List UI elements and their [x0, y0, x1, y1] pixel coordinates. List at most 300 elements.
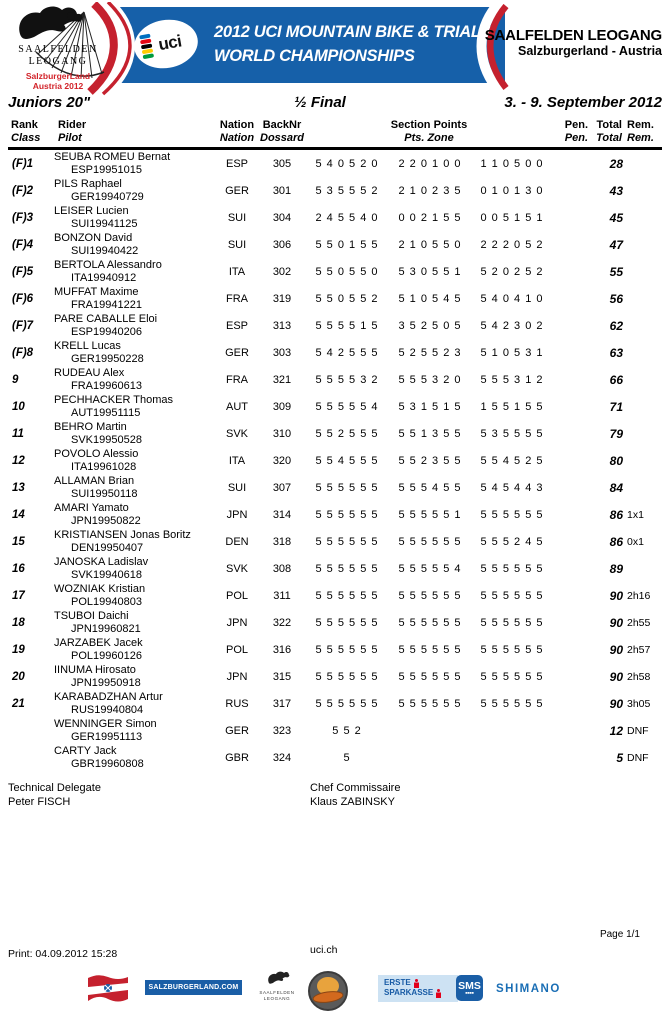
- rem-cell: 2h58: [627, 670, 651, 683]
- rider-name: IINUMA Hirosato: [54, 664, 136, 676]
- nation-cell: JPN: [226, 508, 248, 521]
- backnr-cell: 316: [272, 643, 292, 656]
- rank-cell: 21: [12, 697, 25, 710]
- rem-cell: 2h55: [627, 616, 651, 629]
- rider-uci-code: DEN19950407: [71, 541, 144, 554]
- rider-cell: [54, 718, 214, 743]
- backnr-cell: 307: [272, 481, 292, 494]
- table-row: [8, 690, 662, 717]
- rider-uci-code: GER19950228: [71, 352, 144, 365]
- sparkasse-label: SPARKASSE: [384, 988, 434, 997]
- section-points-2: 5 5 5 5 5 4: [398, 562, 462, 575]
- section-points-2: 5 3 1 5 1 5: [398, 400, 462, 413]
- rem-cell: 3h05: [627, 697, 651, 710]
- rider-uci-code: SVK19940618: [71, 568, 142, 581]
- section-points-2: 5 5 5 5 5 5: [398, 535, 462, 548]
- table-row: [8, 501, 662, 528]
- chef-commissaire-name: Klaus ZABINSKY: [310, 796, 395, 808]
- rider-name: LEISER Lucien: [54, 205, 129, 217]
- table-row: [8, 555, 662, 582]
- rider-uci-code: FRA19960613: [71, 379, 142, 392]
- table-row: [8, 366, 662, 393]
- section-points-1: 5 5 0 5 5 0: [315, 265, 379, 278]
- rider-name: KRELL Lucas: [54, 340, 121, 352]
- table-row: [8, 528, 662, 555]
- rank-cell: (F)1: [12, 157, 34, 170]
- rider-uci-code: GER19940729: [71, 190, 144, 203]
- rank-cell: (F)3: [12, 211, 34, 224]
- nation-cell: AUT: [226, 400, 248, 413]
- total-cell: 47: [609, 237, 623, 252]
- backnr-cell: 314: [272, 508, 292, 521]
- section-points-1: 5 5 5 5 1 5: [315, 319, 379, 332]
- banner-title-line1: 2012 UCI MOUNTAIN BIKE & TRIALS: [214, 23, 492, 41]
- sms-sublabel: ■■■■: [465, 991, 474, 995]
- rank-cell: 14: [12, 508, 25, 521]
- nation-cell: ITA: [228, 454, 246, 467]
- backnr-cell: 305: [272, 157, 292, 170]
- backnr-cell: 323: [272, 724, 292, 737]
- table-header: [8, 119, 662, 150]
- austria-flag-logo: [85, 972, 131, 1006]
- section-points-3: 5 2 0 2 5 2: [480, 265, 544, 278]
- rider-uci-code: ITA19961028: [71, 460, 137, 473]
- location-line2: Salzburgerland - Austria: [517, 44, 662, 58]
- section-points-1: 5 5 5 5 3 2: [315, 373, 379, 386]
- rider-uci-code: POL19960126: [71, 649, 142, 662]
- nation-cell: POL: [225, 589, 248, 602]
- section-points-3: 1 5 5 1 5 5: [480, 400, 544, 413]
- total-cell: 55: [609, 264, 623, 279]
- section-points-1: 5 5 5 5 5 5: [315, 697, 379, 710]
- section-points-2: 5 5 1 3 5 5: [398, 427, 462, 440]
- nation-cell: FRA: [226, 292, 248, 305]
- rider-name: ALLAMAN Brian: [54, 475, 135, 487]
- rider-uci-code: POL19940803: [71, 595, 142, 608]
- total-cell: 89: [609, 561, 623, 576]
- table-row: [8, 204, 662, 231]
- table-row: [8, 663, 662, 690]
- rider-uci-code: JPN19950918: [71, 676, 141, 689]
- rider-name: SEUBA ROMEU Bernat: [54, 151, 171, 163]
- section-points-2: 5 3 0 5 5 1: [398, 265, 462, 278]
- section-points-2: 5 1 0 5 4 5: [398, 292, 462, 305]
- rank-cell: (F)8: [12, 346, 34, 359]
- total-cell: 45: [609, 210, 623, 225]
- table-row: [8, 285, 662, 312]
- title-row: [0, 94, 670, 112]
- total-cell: 62: [609, 318, 623, 333]
- section-points-3: 5 5 5 5 5 5: [480, 697, 544, 710]
- total-cell: 90: [609, 588, 623, 603]
- backnr-cell: 306: [272, 238, 292, 251]
- rank-cell: (F)6: [12, 292, 34, 305]
- print-timestamp: Print: 04.09.2012 15:28: [8, 948, 118, 960]
- saalfelden-logo-line1: SAALFELDEN: [18, 44, 98, 55]
- rider-name: CARTY Jack: [54, 745, 117, 757]
- table-row: [8, 582, 662, 609]
- nation-cell: GER: [225, 724, 249, 737]
- backnr-cell: 304: [272, 211, 292, 224]
- nation-cell: GER: [225, 346, 249, 359]
- nation-cell: ESP: [225, 319, 248, 332]
- section-points-1: 5 5 0 1 5 5: [315, 238, 379, 251]
- rider-cell: [54, 637, 214, 662]
- rider-cell: [54, 205, 214, 230]
- page-number: Page 1/1: [599, 929, 640, 940]
- total-cell: 90: [609, 696, 623, 711]
- nation-cell: SVK: [225, 427, 248, 440]
- section-points-1: 5 5 5 5 5 4: [315, 400, 379, 413]
- section-points-2: 2 1 0 2 3 5: [398, 184, 462, 197]
- section-points-3: 2 2 2 0 5 2: [480, 238, 544, 251]
- technical-delegate-name: Peter FISCH: [8, 796, 71, 808]
- lion-icon: [264, 970, 290, 990]
- rider-cell: [54, 178, 214, 203]
- section-points-2: 5 5 5 3 2 0: [398, 373, 462, 386]
- rank-cell: (F)7: [12, 319, 34, 332]
- section-points-1: 2 4 5 5 4 0: [315, 211, 379, 224]
- banner-title-line2: WORLD CHAMPIONSHIPS: [214, 47, 415, 65]
- saalfelden-logo-line2: LEOGANG: [28, 56, 88, 67]
- rider-name: BERTOLA Alessandro: [54, 259, 162, 271]
- section-points-2: 5 5 5 4 5 5: [398, 481, 462, 494]
- results-table: [8, 119, 662, 771]
- technical-delegate: [8, 781, 101, 809]
- section-points-2: 5 2 5 5 2 3: [398, 346, 462, 359]
- backnr-cell: 303: [272, 346, 292, 359]
- rem-cell: DNF: [627, 751, 649, 764]
- technical-delegate-label: Technical Delegate: [8, 782, 101, 794]
- category-title: Juniors 20": [8, 94, 91, 111]
- table-row: [8, 744, 662, 771]
- rank-cell: 13: [12, 481, 25, 494]
- sms-label: SMS: [458, 980, 481, 992]
- rank-cell: 17: [12, 589, 25, 602]
- section-points-1: 5 4 0 5 2 0: [315, 157, 379, 170]
- col-nation: Nation Nation: [219, 119, 255, 144]
- round-title: ½ Final: [294, 94, 346, 111]
- rider-cell: [54, 502, 214, 527]
- rider-uci-code: GER19951113: [71, 730, 143, 743]
- rider-name: WENNINGER Simon: [54, 718, 157, 730]
- rider-name: MUFFAT Maxime: [54, 286, 139, 298]
- section-points-1: 5 5 0 5 5 2: [315, 292, 379, 305]
- section-points-1: 5 5 5 5 5 5: [315, 562, 379, 575]
- chef-commissaire: [310, 781, 400, 809]
- backnr-cell: 318: [272, 535, 292, 548]
- rider-name: TSUBOI Daichi: [54, 610, 129, 622]
- section-points-2: 5 5 2 3 5 5: [398, 454, 462, 467]
- section-points-1: 5 5 4 5 5 5: [315, 454, 379, 467]
- col-pen: Pen. Pen.: [564, 119, 588, 144]
- rider-name: RUDEAU Alex: [54, 367, 125, 379]
- rank-cell: 18: [12, 616, 25, 629]
- col-rider: Rider Pilot: [58, 119, 87, 144]
- table-row: [8, 258, 662, 285]
- sparkasse-icon: [435, 989, 442, 998]
- section-points-3: 5 5 5 5 5 5: [480, 508, 544, 521]
- rider-name: PILS Raphael: [54, 178, 122, 190]
- section-points-3: 5 5 5 3 1 2: [480, 373, 544, 386]
- rider-uci-code: GBR19960808: [71, 757, 144, 770]
- table-row: [8, 339, 662, 366]
- section-points-3: 5 4 5 4 4 3: [480, 481, 544, 494]
- section-points-3: 5 4 2 3 0 2: [480, 319, 544, 332]
- chef-commissaire-label: Chef Commissaire: [310, 782, 401, 794]
- section-points-3: 5 5 5 5 5 5: [480, 643, 544, 656]
- backnr-cell: 311: [273, 589, 291, 602]
- section-points-3: 5 5 4 5 2 5: [480, 454, 544, 467]
- backnr-cell: 322: [272, 616, 292, 629]
- rider-uci-code: AUT19951115: [71, 406, 141, 419]
- rider-name: BONZON David: [54, 232, 133, 244]
- table-row: [8, 420, 662, 447]
- rider-uci-code: ITA19940912: [71, 271, 137, 284]
- rider-name: POVOLO Alessio: [54, 448, 139, 460]
- saalfelden-logo-sub2: Austria 2012: [32, 81, 84, 91]
- section-points-2: 0 0 2 1 5 5: [398, 211, 462, 224]
- rider-uci-code: ESP19940206: [71, 325, 142, 338]
- shimano-logo: SHIMANO: [496, 983, 561, 995]
- sms-logo: [456, 975, 483, 1001]
- total-cell: 90: [609, 669, 623, 684]
- section-points-1: 5 5 5 5 5 5: [315, 481, 379, 494]
- total-cell: 28: [609, 156, 623, 171]
- section-points-3: 5 5 5 5 5 5: [480, 616, 544, 629]
- backnr-cell: 308: [272, 562, 292, 575]
- rider-name: KARABADZHAN Artur: [54, 691, 163, 703]
- nation-cell: FRA: [226, 373, 248, 386]
- total-cell: 43: [609, 183, 623, 198]
- section-points-1: 5 5 5 5 5 5: [315, 643, 379, 656]
- backnr-cell: 310: [272, 427, 292, 440]
- backnr-cell: 319: [272, 292, 292, 305]
- section-points-2: 5 5 5 5 5 1: [398, 508, 462, 521]
- salzburgerland-logo: SALZBURGERLAND.COM: [145, 980, 242, 995]
- section-points-3: 0 1 0 1 3 0: [480, 184, 544, 197]
- location-line1: SAALFELDEN LEOGANG: [484, 27, 662, 44]
- col-rem: Rem. Rem.: [627, 119, 654, 144]
- nation-cell: POL: [225, 643, 248, 656]
- sparkasse-icon: [413, 979, 420, 988]
- rank-cell: 10: [12, 400, 25, 413]
- table-row: [8, 717, 662, 744]
- rider-uci-code: ESP19951015: [71, 163, 142, 176]
- rider-cell: [54, 529, 214, 554]
- banner-title: [214, 20, 491, 68]
- table-row: [8, 447, 662, 474]
- section-points-3: 5 5 5 5 5 5: [480, 562, 544, 575]
- backnr-cell: 313: [272, 319, 292, 332]
- section-points-3: 5 4 0 4 1 0: [480, 292, 544, 305]
- rider-name: PECHHACKER Thomas: [54, 394, 173, 406]
- rider-uci-code: SUI19950118: [71, 487, 138, 500]
- section-points-2: 5 5 5 5 5 5: [398, 589, 462, 602]
- nation-cell: SVK: [225, 562, 248, 575]
- erste-sparkasse-logo: [378, 975, 458, 1002]
- rem-cell: 2h16: [627, 589, 651, 602]
- rider-uci-code: RUS19940804: [71, 703, 144, 716]
- section-points-3: 5 1 0 5 3 1: [480, 346, 544, 359]
- total-cell: 86: [609, 507, 623, 522]
- rider-cell: [54, 475, 214, 500]
- total-cell: 90: [609, 615, 623, 630]
- rider-cell: [54, 151, 214, 176]
- saalfelden-logo-sub1: SalzburgerLand: [25, 71, 91, 81]
- section-points-3: 5 3 5 5 5 5: [480, 427, 544, 440]
- backnr-cell: 302: [272, 265, 292, 278]
- nation-cell: ESP: [225, 157, 248, 170]
- section-points-3: 5 5 5 5 5 5: [480, 670, 544, 683]
- table-row: [8, 393, 662, 420]
- backnr-cell: 320: [272, 454, 292, 467]
- rider-uci-code: FRA19941221: [71, 298, 142, 311]
- total-cell: 12: [609, 723, 623, 738]
- section-points-2: 2 1 0 5 5 0: [398, 238, 462, 251]
- rider-cell: [54, 664, 214, 689]
- section-points-2: 5 5 5 5 5 5: [398, 670, 462, 683]
- section-points-1: 5 5 2: [332, 724, 362, 737]
- rider-name: WOZNIAK Kristian: [54, 583, 146, 595]
- nation-cell: DEN: [225, 535, 249, 548]
- col-backnr: BackNr Dossard: [260, 119, 305, 144]
- rider-name: BEHRO Martin: [54, 421, 127, 433]
- col-total: Total Total: [596, 119, 622, 144]
- backnr-cell: 301: [272, 184, 292, 197]
- rider-cell: [54, 691, 214, 716]
- event-dates: 3. - 9. September 2012: [504, 94, 662, 111]
- rider-cell: [54, 313, 214, 338]
- rider-cell: [54, 448, 214, 473]
- nation-cell: JPN: [226, 616, 248, 629]
- section-points-1: 5: [343, 751, 351, 764]
- table-row: [8, 177, 662, 204]
- table-row: [8, 474, 662, 501]
- rank-cell: (F)5: [12, 265, 34, 278]
- rank-cell: (F)2: [12, 184, 34, 197]
- section-points-2: 3 5 2 5 0 5: [398, 319, 462, 332]
- backnr-cell: 324: [272, 751, 292, 764]
- rider-name: JARZABEK Jacek: [54, 637, 143, 649]
- total-cell: 63: [609, 345, 623, 360]
- section-points-2: 2 2 0 1 0 0: [398, 157, 462, 170]
- rider-cell: [54, 394, 214, 419]
- rider-cell: [54, 556, 214, 581]
- nation-cell: GBR: [225, 751, 249, 764]
- rank-cell: 12: [12, 454, 25, 467]
- total-cell: 5: [616, 750, 623, 765]
- rem-cell: 0x1: [627, 535, 644, 548]
- total-cell: 80: [609, 453, 623, 468]
- rank-cell: 20: [12, 670, 25, 683]
- nation-cell: GER: [225, 184, 249, 197]
- section-points-3: 0 0 5 1 5 1: [480, 211, 544, 224]
- rider-name: AMARI Yamato: [54, 502, 129, 514]
- rider-uci-code: SUI19941125: [71, 217, 138, 230]
- table-body: [8, 150, 662, 771]
- rem-cell: 2h57: [627, 643, 651, 656]
- nation-cell: ITA: [228, 265, 246, 278]
- rider-uci-code: SVK19950528: [71, 433, 142, 446]
- rem-cell: 1x1: [627, 508, 644, 521]
- uci-website-link[interactable]: uci.ch: [310, 944, 338, 956]
- rank-cell: 9: [12, 373, 19, 386]
- championship-banner: [120, 7, 505, 83]
- col-section-points: Section Points Pts. Zone: [390, 119, 468, 144]
- rider-cell: [54, 610, 214, 635]
- rider-cell: [54, 583, 214, 608]
- rider-name: KRISTIANSEN Jonas Boritz: [54, 529, 191, 541]
- section-points-2: 5 5 5 5 5 5: [398, 616, 462, 629]
- total-cell: 71: [609, 399, 623, 414]
- section-points-2: 5 5 5 5 5 5: [398, 643, 462, 656]
- section-points-3: 1 1 0 5 0 0: [480, 157, 544, 170]
- rank-cell: (F)4: [12, 238, 34, 251]
- section-points-1: 5 5 5 5 5 5: [315, 589, 379, 602]
- saalfelden-small-line1: SAALFELDEN: [259, 990, 295, 995]
- total-cell: 79: [609, 426, 623, 441]
- rider-name: PARE CABALLE Eloi: [54, 313, 158, 325]
- total-cell: 56: [609, 291, 623, 306]
- section-points-1: 5 5 5 5 5 5: [315, 535, 379, 548]
- nation-cell: SUI: [227, 211, 247, 224]
- saalfelden-logo-text: [8, 44, 108, 91]
- total-cell: 86: [609, 534, 623, 549]
- rem-cell: DNF: [627, 724, 649, 737]
- section-points-1: 5 5 5 5 5 5: [315, 670, 379, 683]
- table-row: [8, 312, 662, 339]
- total-cell: 66: [609, 372, 623, 387]
- nation-cell: JPN: [226, 670, 248, 683]
- rank-cell: 16: [12, 562, 25, 575]
- uci-wordmark: uci: [156, 31, 183, 55]
- total-cell: 90: [609, 642, 623, 657]
- rider-cell: [54, 232, 214, 257]
- backnr-cell: 309: [272, 400, 292, 413]
- backnr-cell: 321: [272, 373, 292, 386]
- col-rank: Rank Class: [11, 119, 41, 144]
- rider-cell: [54, 286, 214, 311]
- table-row: [8, 150, 662, 177]
- event-location: [485, 27, 662, 59]
- rider-cell: [54, 259, 214, 284]
- erste-label: ERSTE: [384, 978, 411, 987]
- sponsor-logos-row: [0, 970, 670, 1012]
- saalfelden-small-line2: LEOGANG: [263, 995, 291, 1001]
- nation-cell: SUI: [227, 238, 247, 251]
- rider-cell: [54, 745, 214, 770]
- nation-cell: RUS: [225, 697, 249, 710]
- leogang-lion-badge: [308, 971, 348, 1011]
- section-points-2: 5 5 5 5 5 5: [398, 697, 462, 710]
- table-row: [8, 636, 662, 663]
- section-points-1: 5 5 5 5 5 5: [315, 508, 379, 521]
- nation-cell: SUI: [227, 481, 247, 494]
- saalfelden-leogang-small-logo: [251, 970, 303, 1001]
- rider-cell: [54, 340, 214, 365]
- rider-cell: [54, 367, 214, 392]
- rider-uci-code: JPN19950822: [71, 514, 141, 527]
- section-points-3: 5 5 5 5 5 5: [480, 589, 544, 602]
- total-cell: 84: [609, 480, 623, 495]
- rider-uci-code: SUI19940422: [71, 244, 139, 257]
- rank-cell: 15: [12, 535, 25, 548]
- rider-name: JANOSKA Ladislav: [54, 556, 149, 568]
- backnr-cell: 315: [272, 670, 292, 683]
- section-points-1: 5 5 5 5 5 5: [315, 616, 379, 629]
- rider-cell: [54, 421, 214, 446]
